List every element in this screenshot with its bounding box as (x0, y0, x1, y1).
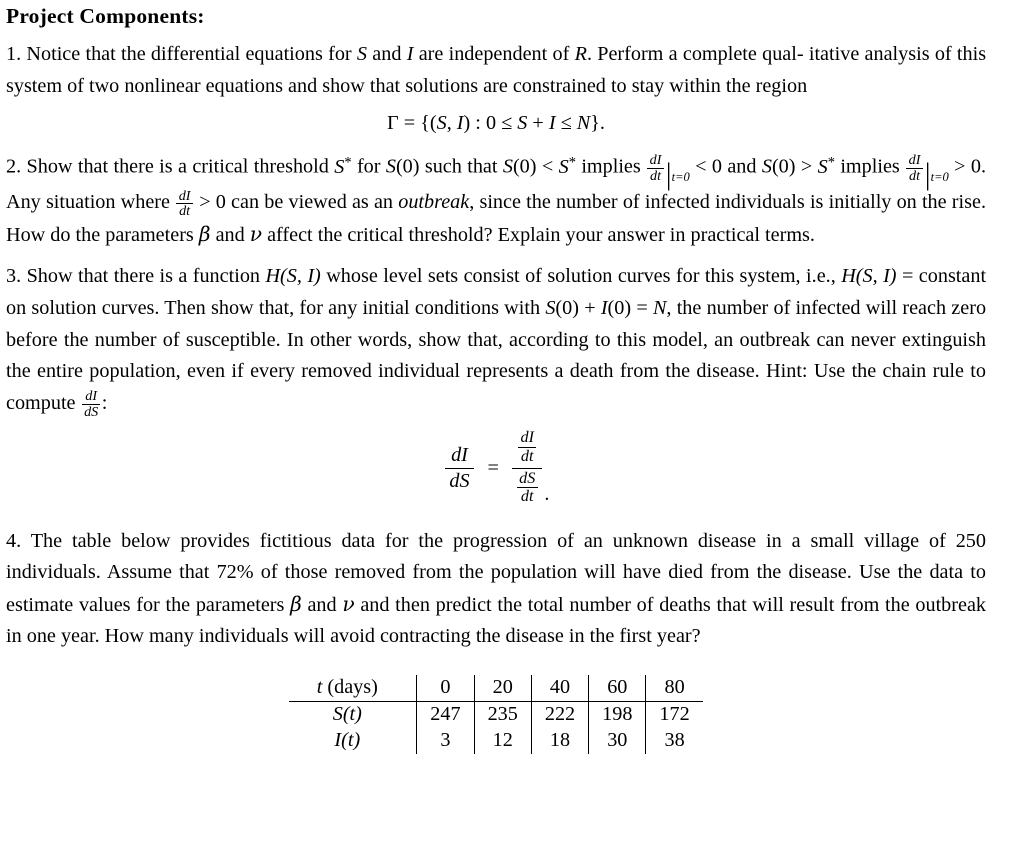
item-4-text-a: The table below provides fictitious data for the progression of an unknown disease in a small (30, 529, 855, 552)
item-2-text-f: affect the (267, 223, 343, 246)
project-component-3 (6, 261, 986, 419)
item-3-text-b: whose level sets consist of solution curves for this system, (326, 265, 801, 288)
emphasis-outbreak: outbreak (398, 191, 470, 214)
greek-beta-1: β (198, 221, 211, 246)
fraction-numerator: dI (82, 389, 101, 404)
greater-than-zero-2: > 0 (199, 191, 226, 214)
project-component-1 (6, 39, 986, 102)
evaluation-subscript-1: t=0 (671, 169, 690, 184)
evaluation-subscript-2: t=0 (930, 169, 949, 184)
gamma-var-N: N (576, 112, 591, 135)
fraction-numerator: dI (906, 153, 922, 168)
table-row-t (289, 675, 702, 702)
brace-close: } (590, 112, 600, 135)
math-var-I: I (406, 43, 414, 66)
fraction-denominator: dt (520, 488, 534, 506)
equals-sign-n: = (636, 297, 648, 320)
evaluation-bar-1: | (666, 157, 672, 192)
document-content (6, 4, 986, 754)
cell-t-0: 0 (417, 675, 474, 702)
gamma-var-S: S (436, 112, 447, 135)
math-paren-0-c: (0) (771, 155, 796, 178)
fraction-dI-dt-3 (176, 189, 192, 219)
fraction-nested-display (512, 429, 542, 507)
gamma-var-I2: I (548, 112, 556, 135)
fraction-denominator: dt (909, 167, 921, 184)
item-2-text-c: can be viewed as an (231, 191, 394, 214)
item-2-such-that: such that (424, 155, 498, 178)
data-table-container (6, 675, 986, 754)
gamma-colon-zero: ) : 0 (463, 112, 497, 135)
item-1-number: 1. (6, 43, 22, 66)
nested-denominator (512, 469, 542, 508)
item-1-text-b: are independent of (418, 43, 570, 66)
item-2-implies-1: implies (581, 155, 641, 178)
item-1-text-c: . Perform a complete qual- (586, 43, 804, 66)
gamma-comma: , (446, 112, 452, 135)
item-2-and-1: and (727, 155, 757, 178)
math-S0-c: S (761, 155, 772, 178)
greek-nu-1: ν (249, 221, 263, 246)
cell-S-2: 222 (531, 701, 588, 728)
cell-S-4: 172 (646, 701, 703, 728)
star-superscript-2: * (568, 154, 576, 171)
le-sign-2: ≤ (560, 112, 572, 135)
item-2-text-d: , since the (469, 191, 551, 214)
math-var-S: S (356, 43, 367, 66)
project-component-4 (6, 526, 986, 653)
hint-colon: : (101, 391, 108, 414)
gamma-symbol: Γ (387, 112, 399, 135)
math-H-args-1: (S, I) (280, 265, 321, 288)
fraction-denominator: dS (84, 403, 99, 420)
greater-than-1: > (800, 155, 813, 178)
item-3-text-e: show that, according to this model, an outbreak can never extinguish the entire population, even if (6, 328, 986, 383)
le-sign-1: ≤ (501, 112, 513, 135)
row-label-t (289, 675, 417, 702)
math-S-star: S (334, 155, 345, 178)
row-label-I-arg: (t) (341, 728, 361, 751)
fraction-numerator: dI (445, 444, 474, 469)
item-3-ie: i.e., (806, 265, 836, 288)
math-H-2: H (841, 265, 856, 288)
math-S-star-2: S (558, 155, 569, 178)
fraction-dI-dS-hint (82, 389, 101, 419)
item-1-text-a: Notice that the differential equations for (26, 43, 352, 66)
item-2-text-g: critical threshold? Explain your answer in practical terms. (347, 223, 815, 246)
item-2-for: for (356, 155, 381, 178)
fraction-numerator: dI (647, 153, 663, 168)
gamma-period: . (599, 112, 605, 135)
item-2-text-b: . Any situation where (6, 155, 987, 214)
math-S-star-3: S (817, 155, 828, 178)
table-row-S (289, 701, 702, 728)
greek-nu-2: ν (342, 591, 355, 616)
fraction-dI-dt-nested (518, 429, 536, 464)
fraction-numerator: dI (518, 429, 536, 447)
math-N-item3: N (652, 297, 667, 320)
math-paren-0-item3: (0) (555, 297, 579, 320)
equals-sign-chain: = (487, 457, 499, 479)
fraction-numerator: dS (517, 470, 538, 488)
plus-sign: + (532, 112, 544, 135)
fraction-dS-dt-nested (517, 470, 538, 505)
equation-chain-rule (6, 429, 986, 507)
cell-I-3: 30 (589, 728, 646, 754)
cell-I-1: 12 (474, 728, 531, 754)
fraction-denominator: dt (520, 447, 534, 465)
item-3-text-c: constant on solution curves. Then show that, for any initial conditions with (6, 265, 987, 320)
equals-sign: = (403, 112, 416, 135)
gamma-var-I: I (456, 112, 464, 135)
item-2-text-e: number of infected individuals is initially on the rise. How do the parameters (6, 191, 986, 246)
nested-numerator (512, 429, 542, 469)
item-2-text-a: Show that there is a critical threshold (26, 155, 329, 178)
fraction-dI-dS-display (445, 444, 474, 494)
row-label-S-var: S (332, 702, 343, 725)
item-2-implies-2: implies (840, 155, 900, 178)
cell-t-3: 60 (589, 675, 646, 702)
math-paren-0-a: (0) (395, 155, 420, 178)
plus-sign-item3: + (584, 297, 596, 320)
project-component-2 (6, 151, 986, 251)
math-S0-item3: S (545, 297, 556, 320)
equals-sign-h: = (901, 265, 914, 288)
math-var-R: R (574, 43, 587, 66)
row-label-S-arg: (t) (342, 702, 362, 725)
cell-I-4: 38 (646, 728, 703, 754)
fraction-dI-dt-1 (647, 153, 663, 183)
cell-I-0: 3 (417, 728, 474, 754)
item-4-text-d: and then predict the (360, 593, 523, 616)
equation-gamma (6, 112, 986, 135)
brace-open: {( (420, 112, 437, 135)
evaluation-bar-2: | (925, 157, 931, 192)
item-4-number: 4. (6, 529, 22, 552)
greater-than-zero-1: > 0 (954, 155, 981, 178)
math-paren-0-b: (0) (512, 155, 537, 178)
fraction-denominator: dt (179, 202, 191, 219)
item-1-text-d: itative analysis of this system of two nonlinear equations and show that solutions are constrained (6, 43, 987, 97)
item-4-text-b: village of 250 individuals. Assume that 72% of those removed from the population will have died (6, 529, 986, 584)
cell-S-3: 198 (589, 701, 646, 728)
fraction-denominator: dS (449, 470, 470, 492)
row-label-t-unit: (days) (327, 675, 378, 698)
math-H-1: H (265, 265, 281, 288)
star-superscript-3: * (827, 154, 835, 171)
table-row-I (289, 728, 702, 754)
item-1-and: and (372, 43, 402, 66)
item-2-and-2: and (215, 223, 245, 246)
item-2-number: 2. (6, 155, 22, 178)
fraction-numerator: dI (176, 189, 192, 204)
cell-t-1: 20 (474, 675, 531, 702)
less-than-zero-1: < 0 (695, 155, 722, 178)
fraction-dI-dt-2 (906, 153, 922, 183)
row-label-t-var: t (316, 675, 323, 698)
math-paren-0b-item3: (0) (607, 297, 632, 320)
item-1-text-e: to stay within the region (610, 74, 808, 97)
cell-I-2: 18 (531, 728, 588, 754)
item-3-number: 3. (6, 265, 22, 288)
greek-beta-2: β (290, 591, 302, 616)
cell-t-2: 40 (531, 675, 588, 702)
page-title: Project Components: (6, 4, 205, 28)
cell-S-0: 247 (417, 701, 474, 728)
cell-S-1: 235 (474, 701, 531, 728)
item-4-and: and (307, 593, 337, 616)
chain-period: . (544, 482, 550, 505)
item-3-text-f: every removed individual represents a death from the disease. Hint: Use the chain rule to compute (6, 360, 987, 414)
row-label-I-var: I (334, 728, 342, 751)
math-S0-b: S (502, 155, 513, 178)
item-3-text-d: , the number of infected will reach zero before the number of susceptible. In other words, (6, 297, 987, 351)
fraction-denominator: dt (650, 167, 662, 184)
math-I0-item3: I (600, 297, 608, 320)
disease-progression-table (289, 675, 702, 754)
math-S0-a: S (385, 155, 396, 178)
row-label-S (289, 701, 417, 728)
less-than-1: < (541, 155, 554, 178)
item-3-text-a: Show that there is a function (26, 265, 261, 288)
item-4-text-c: from the disease. Use the data to estimate values for the parameters (6, 561, 986, 616)
star-superscript: * (344, 154, 352, 171)
item-4-text-f: avoid contracting the disease in the first year? (330, 625, 701, 648)
cell-t-4: 80 (646, 675, 703, 702)
item-4-text-e: total number of deaths that will result from the outbreak in one year. How many individuals will (6, 593, 987, 648)
row-label-I (289, 728, 417, 754)
gamma-var-S2: S (517, 112, 528, 135)
math-H-args-2: (S, I) (855, 265, 897, 288)
